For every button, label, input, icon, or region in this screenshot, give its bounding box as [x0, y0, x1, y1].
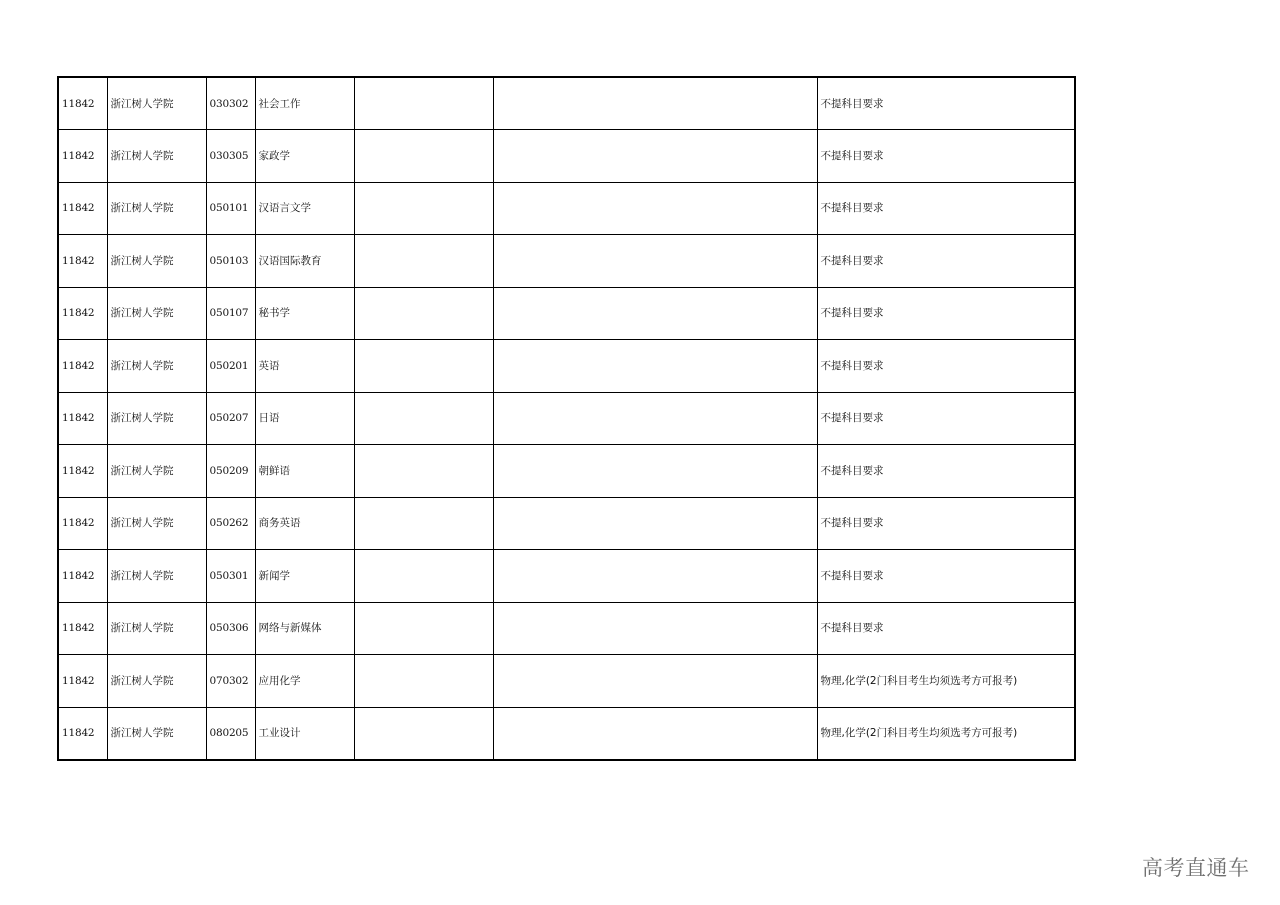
admission-requirements-table [57, 76, 1076, 761]
empty-cell [493, 655, 817, 708]
empty-cell [354, 445, 493, 498]
school-code-cell: 11842 [58, 445, 107, 498]
table-row [58, 287, 1075, 340]
subject-requirement-cell: 物理,化学(2门科目考生均须选考方可报考) [817, 655, 1075, 708]
school-name-cell: 浙江树人学院 [107, 550, 206, 603]
school-code-cell: 11842 [58, 550, 107, 603]
empty-cell [493, 235, 817, 288]
major-code-cell: 050262 [206, 497, 255, 550]
subject-requirement-cell: 不提科目要求 [817, 602, 1075, 655]
major-code-cell: 050107 [206, 287, 255, 340]
table-row [58, 340, 1075, 393]
subject-requirement-cell: 物理,化学(2门科目考生均须选考方可报考) [817, 707, 1075, 760]
school-name-cell: 浙江树人学院 [107, 707, 206, 760]
empty-cell [493, 445, 817, 498]
major-name-cell: 家政学 [255, 130, 354, 183]
major-code-cell: 050101 [206, 182, 255, 235]
table-row [58, 392, 1075, 445]
table-row [58, 130, 1075, 183]
school-code-cell: 11842 [58, 707, 107, 760]
empty-cell [493, 602, 817, 655]
empty-cell [354, 497, 493, 550]
empty-cell [354, 707, 493, 760]
school-name-cell: 浙江树人学院 [107, 77, 206, 130]
table-row [58, 655, 1075, 708]
table-row [58, 602, 1075, 655]
school-name-cell: 浙江树人学院 [107, 655, 206, 708]
empty-cell [493, 182, 817, 235]
table-row [58, 707, 1075, 760]
major-name-cell: 秘书学 [255, 287, 354, 340]
subject-requirement-cell: 不提科目要求 [817, 445, 1075, 498]
school-code-cell: 11842 [58, 392, 107, 445]
empty-cell [354, 655, 493, 708]
major-name-cell: 汉语国际教育 [255, 235, 354, 288]
watermark-text: 高考直通车 [1142, 856, 1250, 880]
empty-cell [493, 130, 817, 183]
major-name-cell: 工业设计 [255, 707, 354, 760]
major-code-cell: 050306 [206, 602, 255, 655]
school-code-cell: 11842 [58, 130, 107, 183]
empty-cell [354, 235, 493, 288]
school-code-cell: 11842 [58, 182, 107, 235]
major-code-cell: 050207 [206, 392, 255, 445]
subject-requirement-cell: 不提科目要求 [817, 392, 1075, 445]
empty-cell [354, 287, 493, 340]
school-name-cell: 浙江树人学院 [107, 287, 206, 340]
subject-requirement-cell: 不提科目要求 [817, 182, 1075, 235]
empty-cell [493, 392, 817, 445]
school-code-cell: 11842 [58, 497, 107, 550]
school-code-cell: 11842 [58, 655, 107, 708]
empty-cell [354, 550, 493, 603]
empty-cell [493, 497, 817, 550]
major-code-cell: 070302 [206, 655, 255, 708]
school-name-cell: 浙江树人学院 [107, 392, 206, 445]
table-row [58, 497, 1075, 550]
school-name-cell: 浙江树人学院 [107, 235, 206, 288]
empty-cell [354, 602, 493, 655]
table-row [58, 182, 1075, 235]
empty-cell [354, 77, 493, 130]
school-code-cell: 11842 [58, 602, 107, 655]
school-name-cell: 浙江树人学院 [107, 602, 206, 655]
table-row [58, 445, 1075, 498]
school-name-cell: 浙江树人学院 [107, 182, 206, 235]
empty-cell [493, 77, 817, 130]
major-code-cell: 050209 [206, 445, 255, 498]
subject-requirement-cell: 不提科目要求 [817, 340, 1075, 393]
table-row [58, 550, 1075, 603]
major-name-cell: 日语 [255, 392, 354, 445]
major-name-cell: 汉语言文学 [255, 182, 354, 235]
school-code-cell: 11842 [58, 77, 107, 130]
major-name-cell: 商务英语 [255, 497, 354, 550]
major-code-cell: 050301 [206, 550, 255, 603]
empty-cell [493, 550, 817, 603]
school-code-cell: 11842 [58, 287, 107, 340]
table-row [58, 77, 1075, 130]
major-code-cell: 050103 [206, 235, 255, 288]
major-name-cell: 应用化学 [255, 655, 354, 708]
subject-requirement-cell: 不提科目要求 [817, 77, 1075, 130]
major-name-cell: 网络与新媒体 [255, 602, 354, 655]
empty-cell [354, 340, 493, 393]
major-name-cell: 新闻学 [255, 550, 354, 603]
school-name-cell: 浙江树人学院 [107, 497, 206, 550]
major-name-cell: 社会工作 [255, 77, 354, 130]
major-code-cell: 030305 [206, 130, 255, 183]
empty-cell [493, 707, 817, 760]
empty-cell [493, 287, 817, 340]
major-code-cell: 030302 [206, 77, 255, 130]
subject-requirement-cell: 不提科目要求 [817, 497, 1075, 550]
subject-requirement-cell: 不提科目要求 [817, 235, 1075, 288]
school-code-cell: 11842 [58, 235, 107, 288]
empty-cell [354, 182, 493, 235]
school-name-cell: 浙江树人学院 [107, 445, 206, 498]
school-code-cell: 11842 [58, 340, 107, 393]
school-name-cell: 浙江树人学院 [107, 340, 206, 393]
empty-cell [354, 392, 493, 445]
subject-requirement-cell: 不提科目要求 [817, 550, 1075, 603]
major-code-cell: 050201 [206, 340, 255, 393]
major-name-cell: 英语 [255, 340, 354, 393]
major-name-cell: 朝鲜语 [255, 445, 354, 498]
subject-requirement-cell: 不提科目要求 [817, 287, 1075, 340]
empty-cell [354, 130, 493, 183]
subject-requirement-cell: 不提科目要求 [817, 130, 1075, 183]
empty-cell [493, 340, 817, 393]
table-row [58, 235, 1075, 288]
major-code-cell: 080205 [206, 707, 255, 760]
table-body [58, 77, 1075, 760]
school-name-cell: 浙江树人学院 [107, 130, 206, 183]
